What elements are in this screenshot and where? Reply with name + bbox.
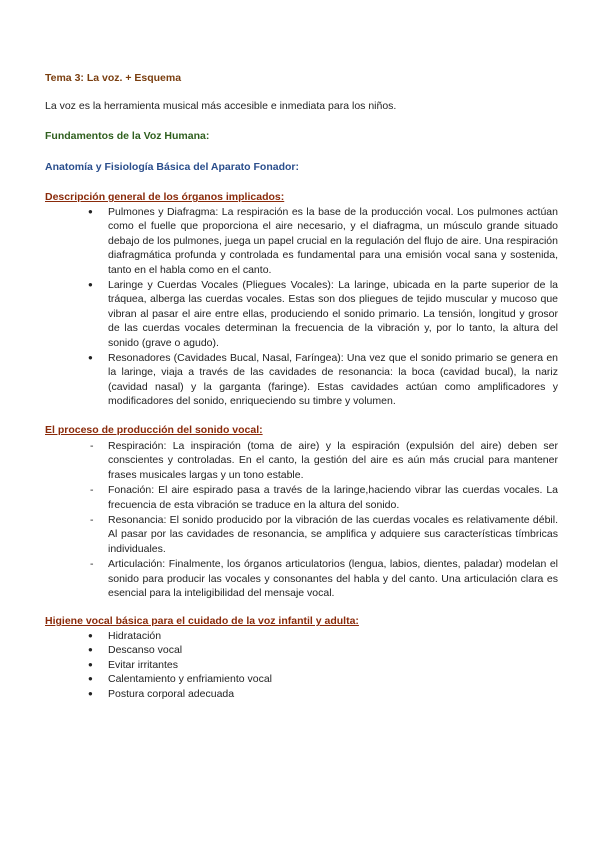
list-item: ● Hidratación <box>92 629 558 643</box>
heading-organos: Descripción general de los órganos implicados: <box>45 191 285 203</box>
proceso-list <box>92 439 558 600</box>
list-item: ● Descanso vocal <box>92 643 558 657</box>
list-item: - Respiración: La inspiración (toma de aire) y la espiración (expulsión del aire) deben ser conscientes y controladas. En el canto, la gestión del aire es aún más crucial para mantener frases musicales largas y un tono estable. <box>92 439 558 482</box>
list-item: ● Postura corporal adecuada <box>92 687 558 701</box>
heading-higiene: Higiene vocal básica para el cuidado de la voz infantil y adulta: <box>45 615 359 627</box>
list-item: ● Calentamiento y enfriamiento vocal <box>92 672 558 686</box>
list-item: ● Laringe y Cuerdas Vocales (Pliegues Vocales): La laringe, ubicada en la parte superior de la tráquea, alberga las cuerdas vocales. Estas son dos pliegues de tejido muscular y mucoso que vibran al pasar el aire entre ellas, produciendo el sonido primario. La tensión, longitud y grosor de las cuerdas vocales determinan la frecuencia de la vibración y, por lo tanto, la altura del sonido (grave o agudo). <box>92 278 558 350</box>
document-title: Tema 3: La voz. + Esquema <box>45 72 182 84</box>
list-item: - Articulación: Finalmente, los órganos articulatorios (lengua, labios, dientes, paladar) modelan el sonido para producir las vocales y consonantes del habla y del canto. Una articulación clara es esencial para la inteligibilidad del mensaje vocal. <box>92 557 558 600</box>
list-item: - Fonación: El aire espirado pasa a través de la laringe,haciendo vibrar las cuerdas vocales. La frecuencia de esta vibración se traduce en la altura del sonido. <box>92 483 558 512</box>
organos-list <box>92 205 558 409</box>
heading-anatomia: Anatomía y Fisiología Básica del Aparato Fonador: <box>45 161 299 173</box>
heading-fundamentos: Fundamentos de la Voz Humana: <box>45 130 210 142</box>
higiene-list <box>92 629 558 701</box>
list-item: - Resonancia: El sonido producido por la vibración de las cuerdas vocales es relativamente débil. Al pasar por las cavidades de resonancia, se amplifica y adquiere sus características tímbricas individuales. <box>92 513 558 556</box>
heading-proceso: El proceso de producción del sonido vocal: <box>45 424 263 436</box>
list-item: ● Pulmones y Diafragma: La respiración es la base de la producción vocal. Los pulmones actúan como el fuelle que proporciona el aire necesario, y el diafragma, un músculo grande situado debajo de los pulmones, juega un papel crucial en la regulación del flujo de aire. Una respiración diafragmática profunda y controlada es fundamental para una emisión vocal sana y sostenida, tanto en el habla como en el canto. <box>92 205 558 277</box>
intro-paragraph: La voz es la herramienta musical más accesible e inmediata para los niños. <box>45 100 397 112</box>
list-item: ● Resonadores (Cavidades Bucal, Nasal, Faríngea): Una vez que el sonido primario se genera en la laringe, viaja a través de las cavidades de resonancia: la boca (cavidad bucal), la nariz (cavidad nasal) y la garganta (faringe). Estas cavidades actúan como amplificadores y modificadores del sonido, enriqueciendo su timbre y volumen. <box>92 351 558 409</box>
list-item: ● Evitar irritantes <box>92 658 558 672</box>
